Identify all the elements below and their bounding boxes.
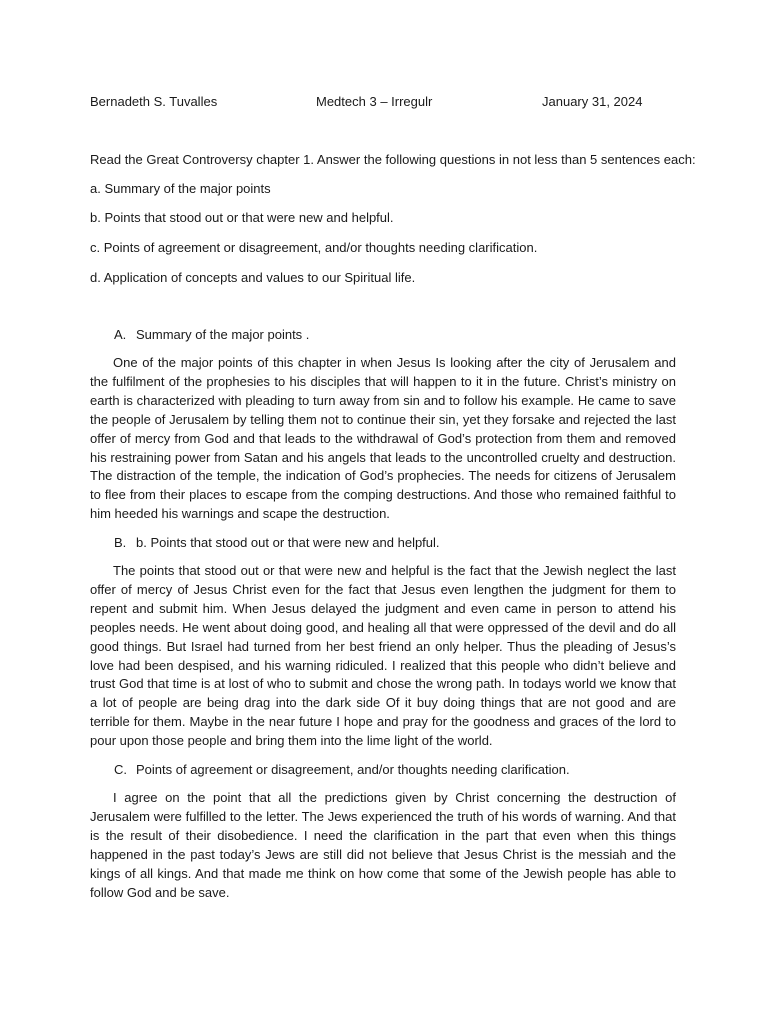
student-name: Bernadeth S. Tuvalles [90,94,218,109]
section-b-letter: B. [114,535,127,550]
instruction-item-c: c. Points of agreement or disagreement, and/or thoughts needing clarification. [90,240,538,255]
instruction-item-b: b. Points that stood out or that were new and helpful. [90,210,394,225]
instruction-item-a: a. Summary of the major points [90,181,271,196]
section-c-letter: C. [114,762,127,777]
section-a-title: Summary of the major points . [136,327,310,342]
section-c-body: I agree on the point that all the predictions given by Christ concerning the destruction of Jerusalem were fulfilled to the letter. The Jews experienced the truth of his words of warning. And that is the result of their disobedience. I need the clarification in the part that even when this things happened in the past today’s Jews are still did not believe that Jesus Christ is the messiah and the kings of all kings. And that made me think on how come that some of the Jewish people has able to follow God and be save. [90,790,676,900]
section-a-body: One of the major points of this chapter in when Jesus Is looking after the city of Jerusalem and the fulfilment of the prophesies to his disciples that will happen to it in the future. Christ’s ministry on earth is characterized with pleading to turn away from sin and to follow his example. He came to save the people of Jerusalem by telling them not to continue their sin, yet they forsake and rejected the last offer of mercy from God and that leads to the withdrawal of God’s protection from them and removed his restraining power from Satan and his angels that leads to the uncontrolled cruelty and destruction. The distraction of the temple, the indication of God’s prophecies. The needs for citizens of Jerusalem to flee from their places to escape from the comping destructions. And those who remained faithful to him heeded his warnings and scape the destruction. [90,355,676,522]
section-a-letter: A. [114,327,127,342]
instruction-item-d: d. Application of concepts and values to our Spiritual life. [90,270,416,285]
section-b-title: b. Points that stood out or that were new and helpful. [136,535,440,550]
section-b-heading [114,534,440,552]
section-a-heading [114,326,309,344]
course-label: Medtech 3 – Irregulr [316,94,433,109]
section-c-title: Points of agreement or disagreement, and/or thoughts needing clarification. [136,762,570,777]
document-date: January 31, 2024 [542,94,643,109]
section-b-body: The points that stood out or that were new and helpful is the fact that the Jewish neglect the last offer of mercy of Jesus Christ even for the fact that Jesus even lengthen the judgment for them to repent and submit him. When Jesus delayed the judgment and even came in person to attend his peoples needs. He went about doing good, and healing all that were oppressed of the devil and do all good things. But Israel had turned from her best friend an only helper. Thus the pleading of Jesus’s love had been despised, and his warning ridiculed. I realized that this people who didn’t believe and trust God that time is at lost of who to submit and chose the wrong path. In todays world we know that a lot of people are being drag into the dark side Of it buy doing things that are not good and are terrible for them. Maybe in the near future I hope and pray for the goodness and graces of the lord to pour upon those people and bring them into the lime light of the world. [90,563,676,749]
section-c-heading [114,761,570,779]
instructions-intro: Read the Great Controversy chapter 1. Answer the following questions in not less than 5 sentences each: [90,152,696,167]
